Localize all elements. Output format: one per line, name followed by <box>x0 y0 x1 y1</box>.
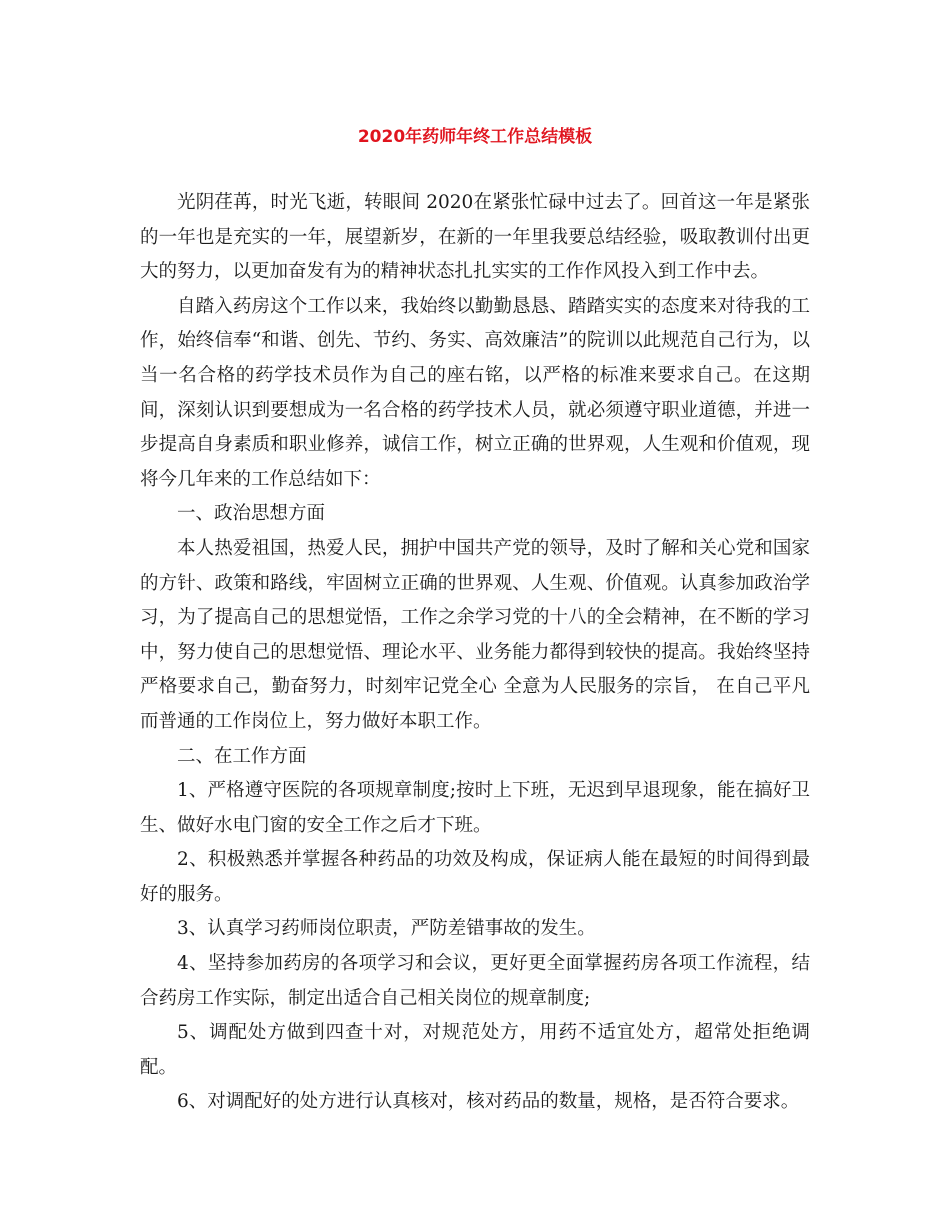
paragraph: 自踏入药房这个工作以来，我始终以勤勤恳恳、踏踏实实的态度来对待我的工作，始终信奉“和谐、创先、节约、务实、高效廉洁”的院训以此规范自己行为，以当一名合格的药学技术员作为自己的座右铭，以严格的标准来要求自己。在这期间，深刻认识到要想成为一名合格的药学技术人员，就必须遵守职业道德，并进一步提高自身素质和职业修养，诚信工作，树立正确的世界观，人生观和价值观，现将今几年来的工作总结如下： <box>140 295 810 490</box>
section-heading: 一、政治思想方面 <box>177 503 326 525</box>
list-item: 2、积极熟悉并掌握各种药品的功效及构成，保证病人能在最短的时间得到最好的服务。 <box>140 849 810 905</box>
list-item: 6、对调配好的处方进行认真核对，核对药品的数量，规格，是否符合要求。 <box>177 1091 800 1113</box>
section-heading: 二、在工作方面 <box>177 745 307 767</box>
paragraph: 本人热爱祖国，热爱人民，拥护中国共产党的领导，及时了解和关心党和国家的方针、政策和路线，牢固树立正确的世界观、人生观、价值观。认真参加政治学习，为了提高自己的思想觉悟，工作之余学习党的十八的全会精神，在不断的学习中，努力使自己的思想觉悟、理论水平、业务能力都得到较快的提高。我始终坚持严格要求自己，勤奋努力，时刻牢记党全心 全意为人民服务的宗旨， 在自己平凡而普通的工作岗位上，努力做好本职工作。 <box>140 537 810 732</box>
list-item: 3、认真学习药师岗位职责，严防差错事故的发生。 <box>177 918 596 940</box>
list-item: 5、调配处方做到四查十对，对规范处方，用药不适宜处方，超常处拒绝调配。 <box>140 1022 810 1078</box>
document-body <box>140 186 810 1120</box>
paragraph: 光阴荏苒，时光飞逝，转眼间 2020在紧张忙碌中过去了。回首这一年是紧张的一年也是充实的一年，展望新岁，在新的一年里我要总结经验，吸取教训付出更大的努力，以更加奋发有为的精神状态扎扎实实的工作作风投入到工作中去。 <box>140 192 810 283</box>
document-title: 2020年药师年终工作总结模板 <box>357 127 593 147</box>
list-item: 4、坚持参加药房的各项学习和会议，更好更全面掌握药房各项工作流程，结合药房工作实际，制定出适合自己相关岗位的规章制度; <box>140 953 810 1009</box>
list-item: 1、严格遵守医院的各项规章制度;按时上下班，无迟到早退现象，能在搞好卫生、做好水电门窗的安全工作之后才下班。 <box>140 780 810 836</box>
